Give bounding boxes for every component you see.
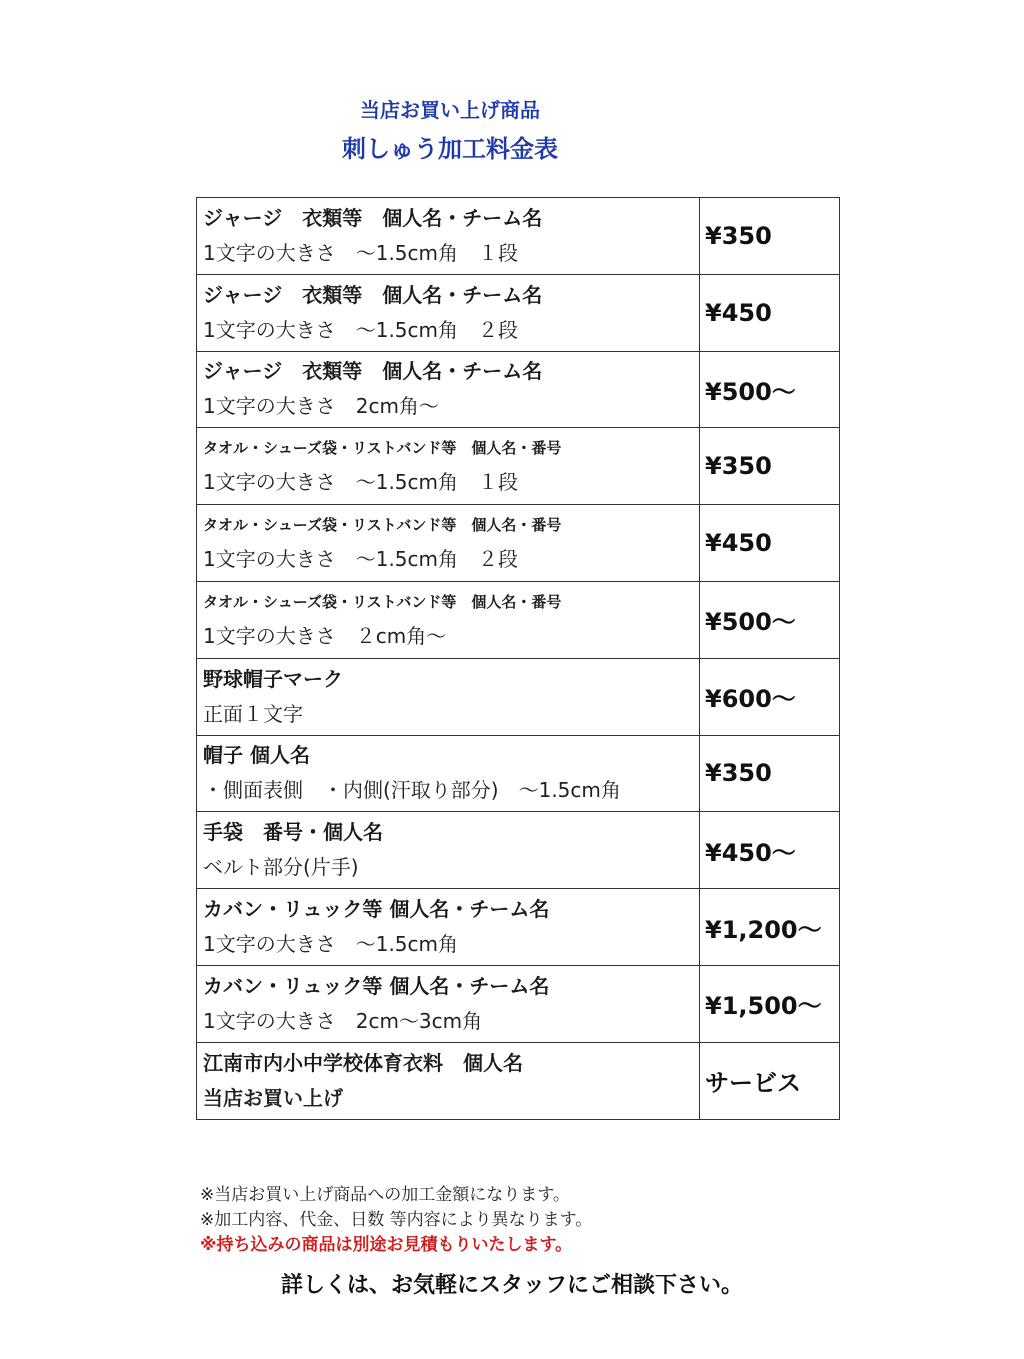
notes-section xyxy=(200,1183,820,1258)
table-row xyxy=(197,735,840,812)
item-name: タオル・シューズ袋・リストバンド等 個人名・番号 xyxy=(203,439,562,458)
table-row xyxy=(197,965,840,1042)
item-name: 野球帽子マーク xyxy=(203,666,343,691)
item-detail: ベルト部分(片手) xyxy=(203,855,359,880)
page-subtitle: 当店お買い上げ商品 xyxy=(360,98,540,122)
item-name: カバン・リュック等 個人名・チーム名 xyxy=(203,973,550,998)
item-detail: 1文字の大きさ ～1.5cm角 ２段 xyxy=(203,317,519,342)
item-price: ¥600～ xyxy=(700,658,840,735)
table-row xyxy=(197,1042,840,1119)
closing-message: 詳しくは、お気軽にスタッフにご相談下さい。 xyxy=(280,1273,743,1298)
item-description xyxy=(197,812,700,889)
item-name: ジャージ 衣類等 個人名・チーム名 xyxy=(203,205,543,230)
item-name: カバン・リュック等 個人名・チーム名 xyxy=(203,897,550,922)
note-bring-in-warning: ※持ち込みの商品は別途お見積もりいたします。 xyxy=(200,1235,573,1255)
item-name: ジャージ 衣類等 個人名・チーム名 xyxy=(203,282,543,307)
table-row xyxy=(197,505,840,582)
item-name: 帽子 個人名 xyxy=(203,743,310,768)
item-name: タオル・シューズ袋・リストバンド等 個人名・番号 xyxy=(203,592,562,611)
item-detail: 1文字の大きさ ～1.5cm角 １段 xyxy=(203,470,519,495)
item-price: ¥1,200～ xyxy=(700,889,840,966)
item-name: 手袋 番号・個人名 xyxy=(203,820,383,845)
table-row xyxy=(197,812,840,889)
item-description xyxy=(197,658,700,735)
item-description xyxy=(197,889,700,966)
item-detail: 当店お買い上げ xyxy=(203,1085,343,1110)
table-row xyxy=(197,889,840,966)
item-description xyxy=(197,735,700,812)
item-price: ¥450 xyxy=(700,274,840,351)
table-row xyxy=(197,581,840,658)
page-title: 刺しゅう加工料金表 xyxy=(342,135,558,163)
item-description xyxy=(197,198,700,275)
price-table xyxy=(196,197,840,1120)
item-name: ジャージ 衣類等 個人名・チーム名 xyxy=(203,359,543,384)
item-detail: 1文字の大きさ ～1.5cm角 ２段 xyxy=(203,547,519,572)
note-variation: ※加工内容、代金、日数 等内容により異なります。 xyxy=(200,1210,593,1230)
item-price: ¥450 xyxy=(700,505,840,582)
item-detail: 正面１文字 xyxy=(203,701,303,726)
table-row xyxy=(197,658,840,735)
item-name: 江南市内小中学校体育衣料 個人名 xyxy=(203,1050,523,1075)
item-price: ¥350 xyxy=(700,428,840,505)
item-detail: 1文字の大きさ 2cm～3cm角 xyxy=(203,1008,483,1033)
item-price: ¥350 xyxy=(700,735,840,812)
table-row xyxy=(197,428,840,505)
item-detail: 1文字の大きさ 2cm角～ xyxy=(203,394,439,419)
table-row xyxy=(197,351,840,428)
item-detail: ・側面表側 ・内側(汗取り部分) ～1.5cm角 xyxy=(203,778,621,803)
item-price: ¥1,500～ xyxy=(700,965,840,1042)
item-description xyxy=(197,274,700,351)
item-description xyxy=(197,581,700,658)
note-purchase: ※当店お買い上げ商品への加工金額になります。 xyxy=(200,1185,570,1205)
item-price: サービス xyxy=(700,1042,840,1119)
item-description xyxy=(197,428,700,505)
item-price: ¥350 xyxy=(700,198,840,275)
item-price: ¥450～ xyxy=(700,812,840,889)
item-detail: 1文字の大きさ ～1.5cm角 １段 xyxy=(203,240,519,265)
item-description xyxy=(197,351,700,428)
item-price: ¥500～ xyxy=(700,581,840,658)
table-row xyxy=(197,274,840,351)
item-detail: 1文字の大きさ ～1.5cm角 xyxy=(203,932,459,957)
page-header xyxy=(0,96,900,166)
table-row xyxy=(197,198,840,275)
item-price: ¥500～ xyxy=(700,351,840,428)
item-description xyxy=(197,965,700,1042)
item-description xyxy=(197,1042,700,1119)
item-detail: 1文字の大きさ ２cm角～ xyxy=(203,623,447,648)
item-description xyxy=(197,505,700,582)
item-name: タオル・シューズ袋・リストバンド等 個人名・番号 xyxy=(203,516,562,535)
